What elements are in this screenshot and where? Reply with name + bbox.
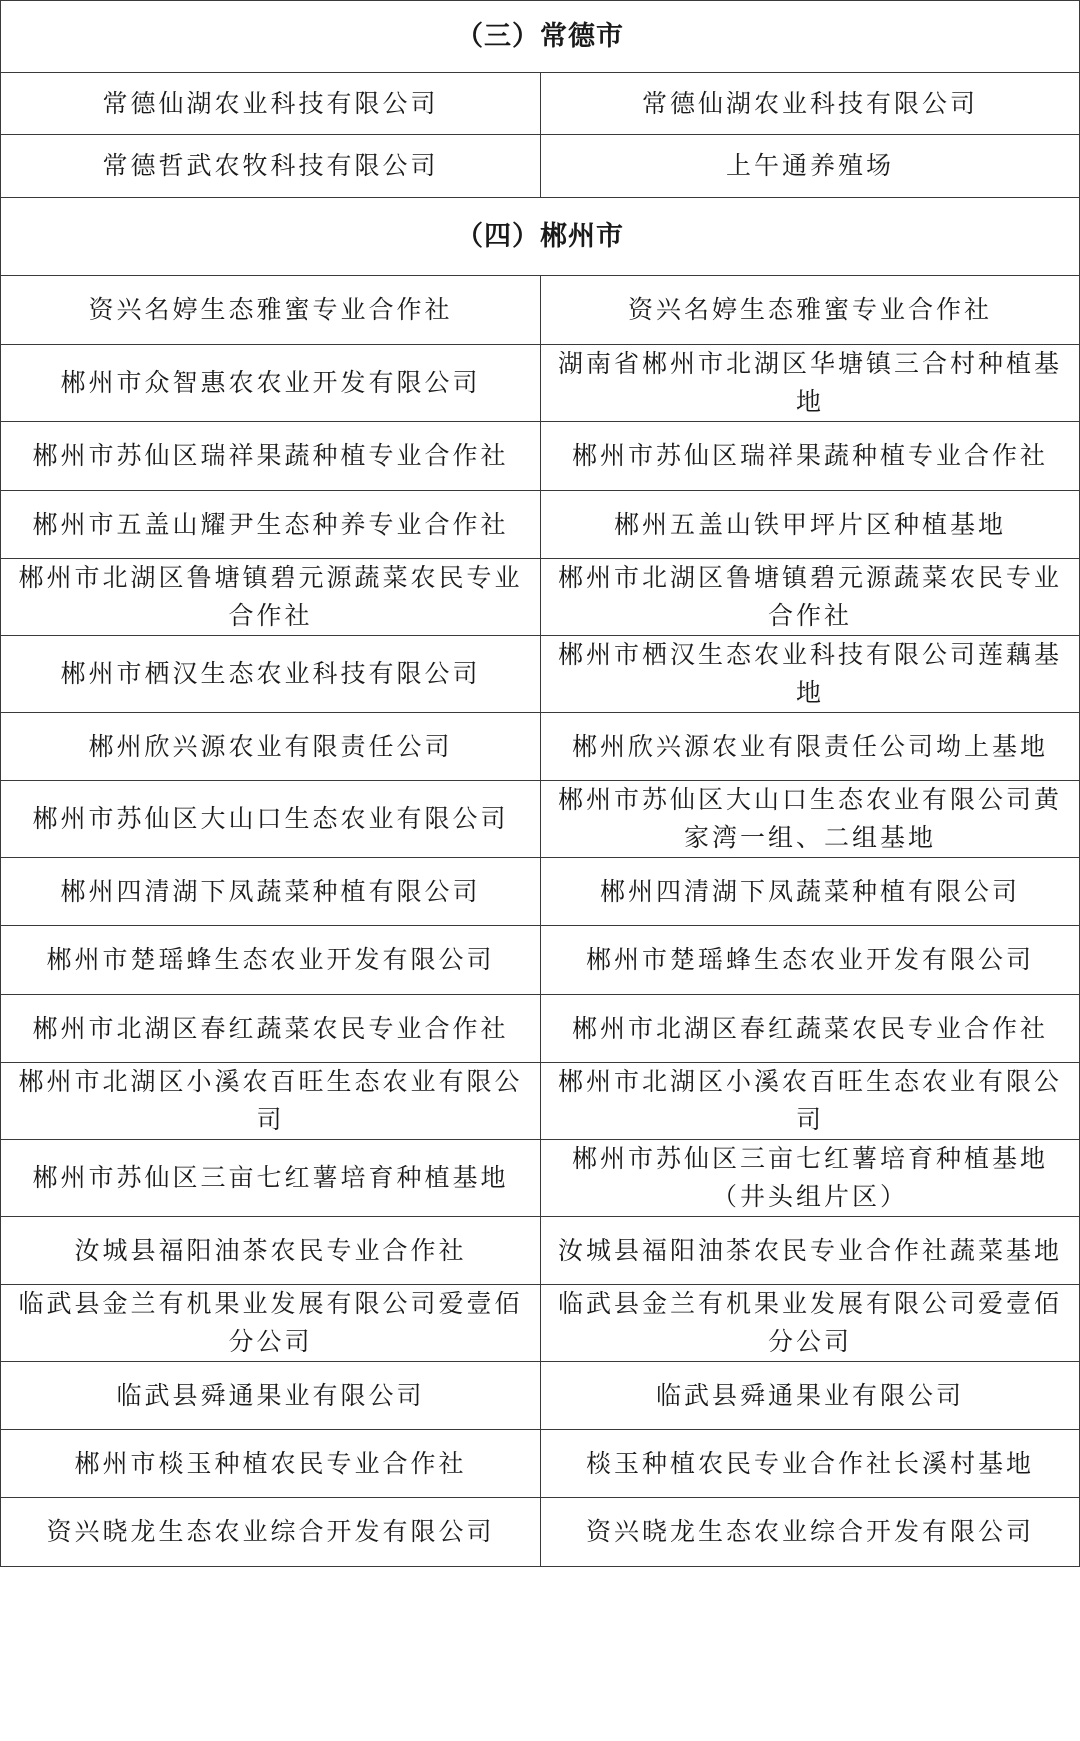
table-row	[1, 345, 1080, 422]
company-name-cell: 郴州市栖汉生态农业科技有限公司	[1, 636, 541, 713]
base-name-cell: 郴州市苏仙区大山口生态农业有限公司黄家湾一组、二组基地	[541, 781, 1080, 858]
base-name-cell: 临武县金兰有机果业发展有限公司爱壹佰分公司	[541, 1285, 1080, 1362]
table-row	[1, 1362, 1080, 1430]
table-row	[1, 276, 1080, 345]
table-row	[1, 135, 1080, 198]
company-name-cell: 郴州四清湖下凤蔬菜种植有限公司	[1, 858, 541, 926]
company-name-cell: 常德仙湖农业科技有限公司	[1, 73, 541, 135]
base-name-cell: 郴州市北湖区春红蔬菜农民专业合作社	[541, 995, 1080, 1063]
table-row	[1, 713, 1080, 781]
section-title: （四）郴州市	[1, 198, 1080, 276]
company-name-cell: 郴州市苏仙区三亩七红薯培育种植基地	[1, 1140, 541, 1217]
company-name-cell: 资兴名婷生态雅蜜专业合作社	[1, 276, 541, 345]
base-name-cell: 郴州市苏仙区瑞祥果蔬种植专业合作社	[541, 422, 1080, 491]
company-name-cell: 郴州市北湖区春红蔬菜农民专业合作社	[1, 995, 541, 1063]
table-row	[1, 73, 1080, 135]
company-name-cell: 郴州欣兴源农业有限责任公司	[1, 713, 541, 781]
company-name-cell: 郴州市苏仙区瑞祥果蔬种植专业合作社	[1, 422, 541, 491]
base-name-cell: 郴州五盖山铁甲坪片区种植基地	[541, 491, 1080, 559]
table-row	[1, 926, 1080, 995]
company-name-cell: 郴州市苏仙区大山口生态农业有限公司	[1, 781, 541, 858]
company-name-cell: 临武县金兰有机果业发展有限公司爱壹佰分公司	[1, 1285, 541, 1362]
base-name-cell: 常德仙湖农业科技有限公司	[541, 73, 1080, 135]
company-name-cell: 资兴晓龙生态农业综合开发有限公司	[1, 1498, 541, 1567]
table-row	[1, 1140, 1080, 1217]
base-name-cell: 汝城县福阳油茶农民专业合作社蔬菜基地	[541, 1217, 1080, 1285]
company-name-cell: 郴州市楚瑶蜂生态农业开发有限公司	[1, 926, 541, 995]
company-name-cell: 郴州市五盖山耀尹生态种养专业合作社	[1, 491, 541, 559]
base-name-cell: 郴州市栖汉生态农业科技有限公司莲藕基地	[541, 636, 1080, 713]
table-row	[1, 1285, 1080, 1362]
company-name-cell: 郴州市北湖区鲁塘镇碧元源蔬菜农民专业合作社	[1, 559, 541, 636]
base-name-cell: 郴州市楚瑶蜂生态农业开发有限公司	[541, 926, 1080, 995]
section-header-row	[1, 1, 1080, 73]
table-row	[1, 491, 1080, 559]
base-name-cell: 湖南省郴州市北湖区华塘镇三合村种植基地	[541, 345, 1080, 422]
table-row	[1, 636, 1080, 713]
company-name-cell: 郴州市棪玉种植农民专业合作社	[1, 1430, 541, 1498]
table-row	[1, 1217, 1080, 1285]
base-name-cell: 上午通养殖场	[541, 135, 1080, 198]
base-name-cell: 资兴名婷生态雅蜜专业合作社	[541, 276, 1080, 345]
company-name-cell: 郴州市众智惠农农业开发有限公司	[1, 345, 541, 422]
company-name-cell: 汝城县福阳油茶农民专业合作社	[1, 1217, 541, 1285]
table-row	[1, 422, 1080, 491]
base-name-cell: 棪玉种植农民专业合作社长溪村基地	[541, 1430, 1080, 1498]
base-name-cell: 资兴晓龙生态农业综合开发有限公司	[541, 1498, 1080, 1567]
section-header-row	[1, 198, 1080, 276]
company-name-cell: 常德哲武农牧科技有限公司	[1, 135, 541, 198]
table-row	[1, 781, 1080, 858]
table-row	[1, 1430, 1080, 1498]
base-name-cell: 郴州四清湖下凤蔬菜种植有限公司	[541, 858, 1080, 926]
base-name-cell: 郴州市北湖区小溪农百旺生态农业有限公司	[541, 1063, 1080, 1140]
company-table-body	[1, 1, 1080, 1567]
company-name-cell: 临武县舜通果业有限公司	[1, 1362, 541, 1430]
table-row	[1, 1498, 1080, 1567]
base-name-cell: 郴州市苏仙区三亩七红薯培育种植基地（井头组片区）	[541, 1140, 1080, 1217]
base-name-cell: 郴州欣兴源农业有限责任公司坳上基地	[541, 713, 1080, 781]
table-row	[1, 995, 1080, 1063]
base-name-cell: 临武县舜通果业有限公司	[541, 1362, 1080, 1430]
company-name-cell: 郴州市北湖区小溪农百旺生态农业有限公司	[1, 1063, 541, 1140]
table-row	[1, 858, 1080, 926]
table-row	[1, 1063, 1080, 1140]
table-row	[1, 559, 1080, 636]
section-title: （三）常德市	[1, 1, 1080, 73]
base-name-cell: 郴州市北湖区鲁塘镇碧元源蔬菜农民专业合作社	[541, 559, 1080, 636]
